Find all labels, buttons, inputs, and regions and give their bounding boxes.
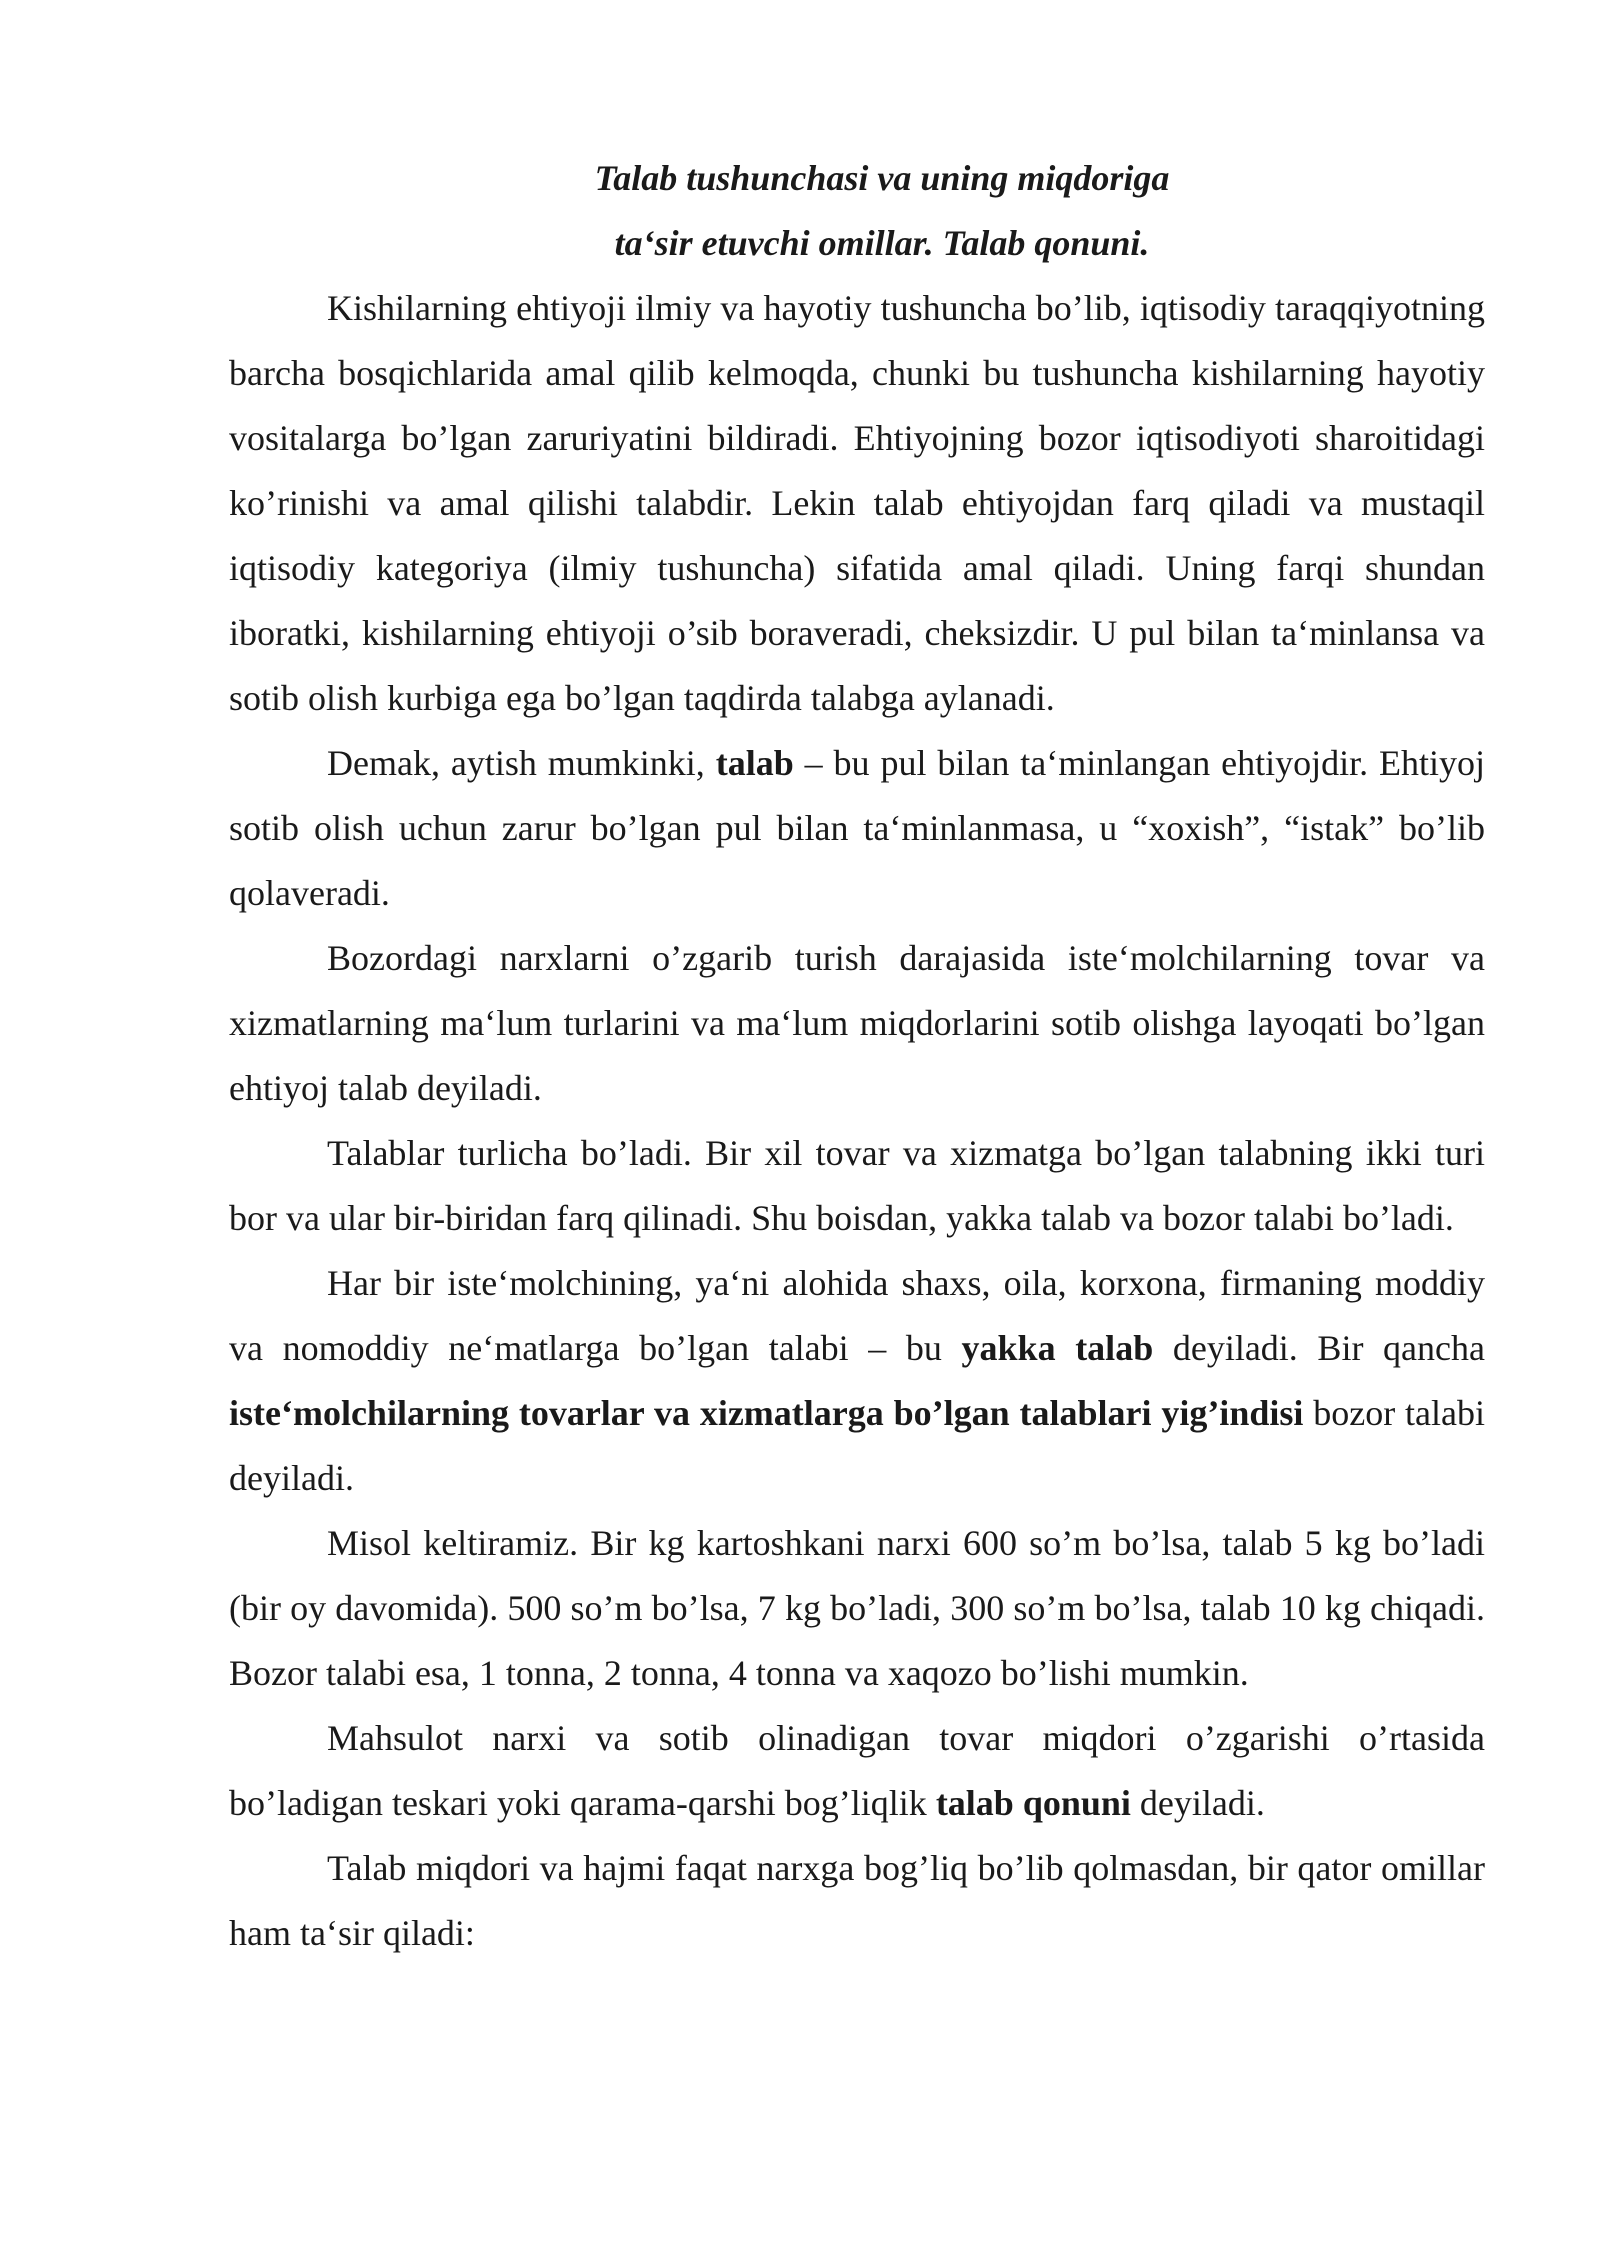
term-talab-qonuni: talab qonuni (935, 1783, 1131, 1823)
document-page (229, 146, 1485, 1966)
paragraph-6: Misol keltiramiz. Bir kg kartoshkani narxi 600 so’m bo’lsa, talab 5 kg bo’ladi (bir oy davomida). 500 so’m bo’lsa, 7 kg bo’ladi, 300 so’m bo’lsa, talab 10 kg chiqadi. Bozor talabi esa, 1 tonna, 2 tonna, 4 tonna va xaqozo bo’lishi mumkin. (229, 1523, 1485, 1693)
paragraph-5-text-2: deyiladi. Bir qancha (1153, 1328, 1485, 1368)
paragraph-7-text-1: Mahsulot narxi va sotib olinadigan tovar miqdori o’zgarishi o’rtasida bo’ladigan teskari yoki qarama-qarshi bog’liqlik (229, 1718, 1485, 1823)
paragraph-4: Talablar turlicha bo’ladi. Bir xil tovar va xizmatga bo’lgan talabning ikki turi bor va ular bir-biridan farq qilinadi. Shu boisdan, yakka talab va bozor talabi bo’ladi. (229, 1133, 1485, 1238)
paragraph-5 (229, 1251, 1485, 1511)
term-bozor-talabi-definition: iste‘molchilarning tovarlar va xizmatlarga bo’lgan talablari yig’indisi (229, 1393, 1304, 1433)
paragraph-2-text-1: Demak, aytish mumkinki, (327, 743, 716, 783)
term-talab: talab (715, 743, 794, 783)
paragraph-5-text-1: Har bir iste‘molchining, ya‘ni alohida shaxs, oila, korxona, firmaning moddiy va nomoddiy ne‘matlarga bo’lgan talabi – bu (229, 1263, 1485, 1368)
paragraph-7 (229, 1706, 1485, 1836)
paragraph-2-text-2: – bu pul bilan ta‘minlangan ehtiyojdir. Ehtiyoj sotib olish uchun zarur bo’lgan pul bilan ta‘minlanmasa, u “xoxish”, “istak” bo’lib qolaveradi. (229, 743, 1485, 913)
paragraph-5-text-3: bozor talabi deyiladi. (229, 1393, 1485, 1498)
document-title-line-2: ta‘sir etuvchi omillar. Talab qonuni. (614, 223, 1150, 263)
term-yakka-talab: yakka talab (961, 1328, 1154, 1368)
paragraph-3: Bozordagi narxlarni o’zgarib turish darajasida iste‘molchilarning tovar va xizmatlarning ma‘lum turlarini va ma‘lum miqdorlarini sotib olishga layoqati bo’lgan ehtiyoj talab deyiladi. (229, 938, 1485, 1108)
paragraph-7-text-2: deyiladi. (1130, 1783, 1265, 1823)
paragraph-2 (229, 731, 1485, 926)
paragraph-8: Talab miqdori va hajmi faqat narxga bog’liq bo’lib qolmasdan, bir qator omillar ham ta‘sir qiladi: (229, 1848, 1485, 1953)
paragraph-1: Kishilarning ehtiyoji ilmiy va hayotiy tushuncha bo’lib, iqtisodiy taraqqiyotning barcha bosqichlarida amal qilib kelmoqda, chunki bu tushuncha kishilarning hayotiy vositalarga bo’lgan zaruriyatini bildiradi. Ehtiyojning bozor iqtisodiyoti sharoitidagi ko’rinishi va amal qilishi talabdir. Lekin talab ehtiyojdan farq qiladi va mustaqil iqtisodiy kategoriya (ilmiy tushuncha) sifatida amal qiladi. Uning farqi shundan iboratki, kishilarning ehtiyoji o’sib boraveradi, cheksizdir. U pul bilan ta‘minlansa va sotib olish kurbiga ega bo’lgan taqdirda talabga aylanadi. (229, 288, 1485, 718)
document-title-line-1: Talab tushunchasi va uning miqdoriga (594, 158, 1170, 198)
